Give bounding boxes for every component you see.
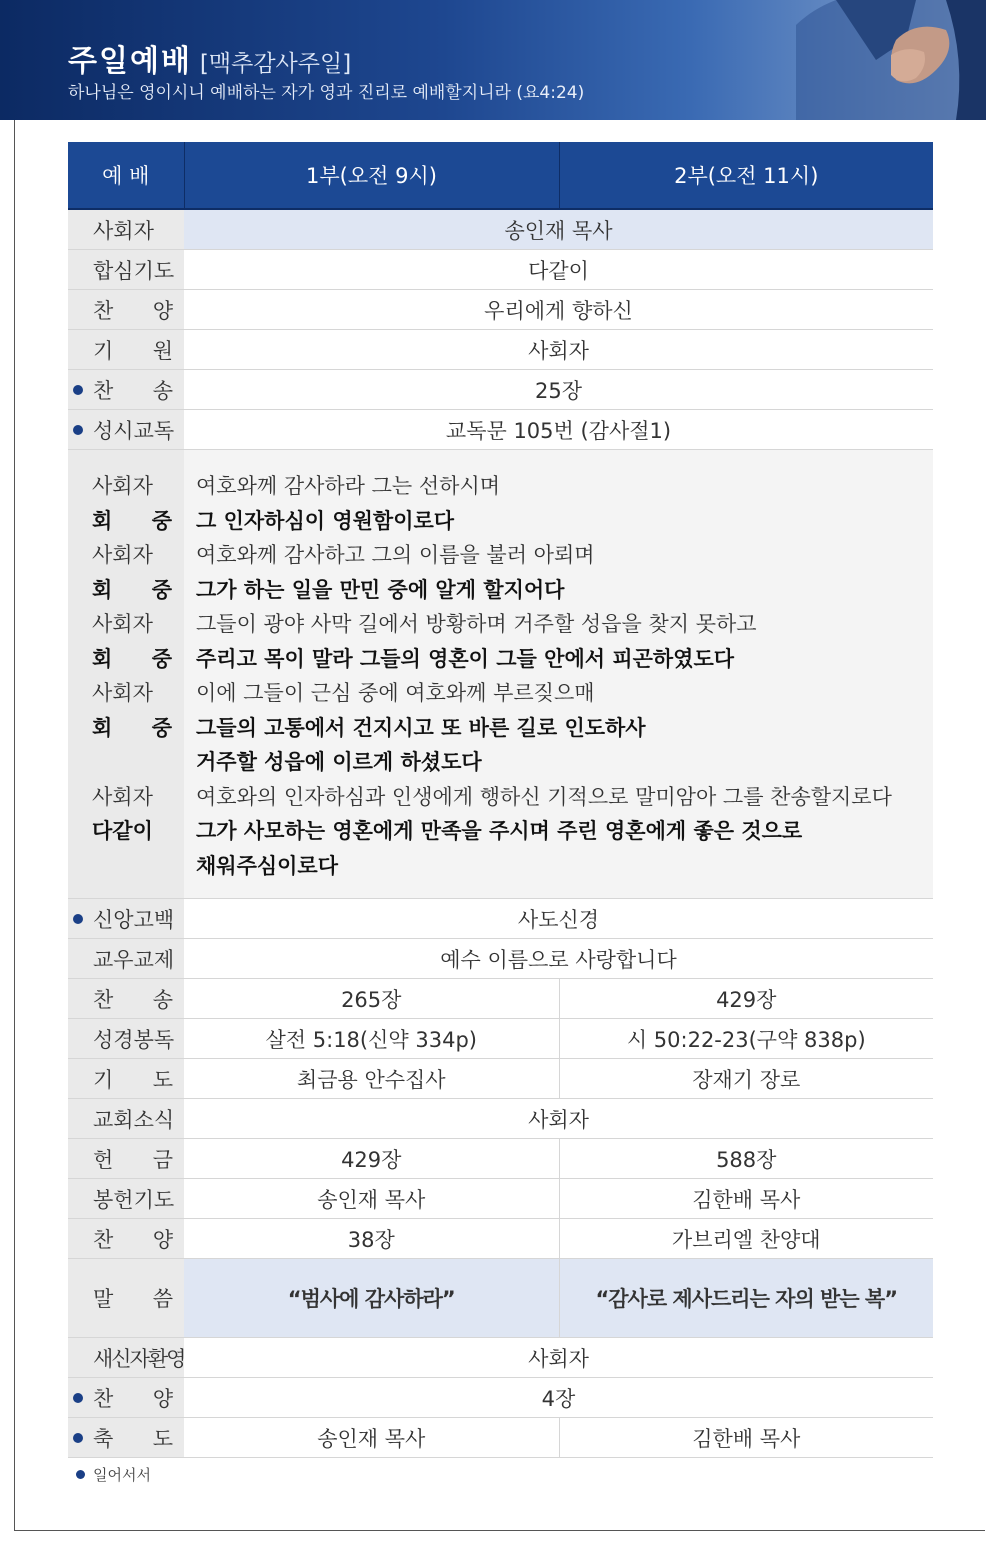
row-label: 성경봉독 (68, 1019, 184, 1059)
table-row (68, 1019, 933, 1059)
reading-line (68, 744, 933, 779)
reading-text: 채워주심이로다 (196, 853, 339, 878)
row-label: 찬 양 (68, 1378, 184, 1418)
table-row (68, 1139, 933, 1179)
page-subtitle: [맥추감사주일] (199, 51, 352, 77)
column-header-worship: 예 배 (68, 142, 184, 209)
table-row (68, 899, 933, 939)
table-row (68, 250, 933, 290)
reading-role: 회 중 (92, 508, 172, 533)
reading-text: 그가 사모하는 영혼에게 만족을 주시며 주린 영혼에게 좋은 것으로 (196, 819, 803, 844)
header-verse: 하나님은 영이시니 예배하는 자가 영과 진리로 예배할지니라 (요4:24) (68, 83, 585, 103)
table-row (68, 410, 933, 450)
row-value: 사회자 (184, 1099, 933, 1139)
reading-role: 사회자 (92, 543, 153, 568)
reading-role: 회 중 (92, 715, 172, 740)
reading-text: 여호와께 감사하라 그는 선하시며 (196, 474, 501, 499)
table-row (68, 979, 933, 1019)
reading-text: 그들의 고통에서 건지시고 또 바른 길로 인도하사 (196, 715, 646, 740)
footnote (76, 1464, 151, 1485)
reading-role: 사회자 (92, 474, 153, 499)
table-row (68, 1219, 933, 1259)
table-row (68, 1099, 933, 1139)
row-label: 찬 송 (68, 979, 184, 1019)
table-row (68, 209, 933, 250)
table-row (68, 1378, 933, 1418)
row-value: 교독문 105번 (감사절1) (184, 410, 933, 450)
row-label: 교우교제 (68, 939, 184, 979)
row-value: 다같이 (184, 250, 933, 290)
reading-text: 주리고 목이 말라 그들의 영혼이 그들 안에서 피곤하였도다 (196, 646, 735, 671)
worship-program-table (68, 142, 933, 1458)
table-row (68, 1179, 933, 1219)
reading-text: 여호와께 감사하고 그의 이름을 불러 아뢰며 (196, 543, 595, 568)
responsive-reading-row (68, 450, 933, 899)
row-label: 축 도 (68, 1418, 184, 1458)
reading-role: 사회자 (92, 681, 153, 706)
reading-line (68, 606, 933, 641)
first-service-value: 265장 (184, 979, 559, 1019)
table-row (68, 1338, 933, 1378)
title-row (68, 36, 351, 80)
table-header-row (68, 142, 933, 209)
first-service-value: 송인재 목사 (184, 1418, 559, 1458)
row-value: 사도신경 (184, 899, 933, 939)
first-service-value: 429장 (184, 1139, 559, 1179)
table-row (68, 1059, 933, 1099)
row-value: 사회자 (184, 1338, 933, 1378)
first-service-value: 38장 (184, 1219, 559, 1259)
row-value: 예수 이름으로 사랑합니다 (184, 939, 933, 979)
footnote-text: 일어서서 (93, 1466, 151, 1484)
row-label: 찬 양 (68, 1219, 184, 1259)
sermon-title-second-service: “감사로 제사드리는 자의 받는 복” (559, 1259, 933, 1338)
reading-text: 그가 하는 일을 만민 중에 알게 할지어다 (196, 577, 565, 602)
praying-hands-image (796, 0, 986, 120)
first-service-value: 최금용 안수집사 (184, 1059, 559, 1099)
reading-line (68, 537, 933, 572)
page-header (0, 0, 986, 120)
reading-text: 그 인자하심이 영원함이로다 (196, 508, 455, 533)
reading-line (68, 710, 933, 745)
second-service-value: 장재기 장로 (559, 1059, 933, 1099)
row-value: 4장 (184, 1378, 933, 1418)
row-label: 찬 양 (68, 290, 184, 330)
row-value: 25장 (184, 370, 933, 410)
reading-line (68, 813, 933, 848)
reading-text: 이에 그들이 근심 중에 여호와께 부르짖으매 (196, 681, 595, 706)
responsive-reading-body (92, 450, 933, 899)
row-value: 송인재 목사 (184, 209, 933, 250)
row-label: 기 원 (68, 330, 184, 370)
reading-role: 다같이 (92, 819, 153, 844)
table-row (68, 939, 933, 979)
table-row (68, 290, 933, 330)
row-label: 성시교독 (68, 410, 184, 450)
reading-role: 회 중 (92, 646, 172, 671)
row-label: 새신자환영 (68, 1338, 184, 1378)
second-service-value: 588장 (559, 1139, 933, 1179)
column-header-first-service: 1부(오전 9시) (184, 142, 559, 209)
row-label: 합심기도 (68, 250, 184, 290)
table-row (68, 330, 933, 370)
reading-role: 사회자 (92, 612, 153, 637)
second-service-value: 김한배 목사 (559, 1179, 933, 1219)
row-label: 사회자 (68, 209, 184, 250)
reading-line (68, 503, 933, 538)
standing-dot-icon (73, 385, 83, 395)
reading-line (68, 641, 933, 676)
responsive-reading-text (68, 468, 933, 882)
reading-text: 그들이 광야 사막 길에서 방황하며 거주할 성읍을 찾지 못하고 (196, 612, 757, 637)
table-row (68, 1418, 933, 1458)
row-label: 교회소식 (68, 1099, 184, 1139)
row-label: 봉헌기도 (68, 1179, 184, 1219)
reading-line (68, 468, 933, 503)
reading-line (68, 572, 933, 607)
row-label: 말 씀 (68, 1259, 184, 1338)
reading-role: 회 중 (92, 577, 172, 602)
row-label: 기 도 (68, 1059, 184, 1099)
row-value: 사회자 (184, 330, 933, 370)
reading-role: 사회자 (92, 784, 153, 809)
second-service-value: 가브리엘 찬양대 (559, 1219, 933, 1259)
row-label: 찬 송 (68, 370, 184, 410)
standing-dot-icon (73, 914, 83, 924)
row-value: 우리에게 향하신 (184, 290, 933, 330)
first-service-value: 송인재 목사 (184, 1179, 559, 1219)
reading-text: 거주할 성읍에 이르게 하셨도다 (196, 750, 482, 775)
row-label: 신앙고백 (68, 899, 184, 939)
reading-line (68, 779, 933, 814)
reading-line (68, 675, 933, 710)
reading-text: 여호와의 인자하심과 인생에게 행하신 기적으로 말미암아 그를 찬송할지로다 (196, 784, 892, 809)
page-title: 주일예배 (68, 44, 192, 79)
reading-line (68, 848, 933, 883)
first-service-value: 살전 5:18(신약 334p) (184, 1019, 559, 1059)
column-header-second-service: 2부(오전 11시) (559, 142, 933, 209)
sermon-title-first-service: “범사에 감사하라” (184, 1259, 559, 1338)
standing-dot-icon (73, 1393, 83, 1403)
sermon-row (68, 1259, 933, 1338)
second-service-value: 429장 (559, 979, 933, 1019)
standing-dot-icon (76, 1470, 85, 1479)
second-service-value: 시 50:22-23(구약 838p) (559, 1019, 933, 1059)
standing-dot-icon (73, 1433, 83, 1443)
table-row (68, 370, 933, 410)
second-service-value: 김한배 목사 (559, 1418, 933, 1458)
standing-dot-icon (73, 425, 83, 435)
row-label: 헌 금 (68, 1139, 184, 1179)
